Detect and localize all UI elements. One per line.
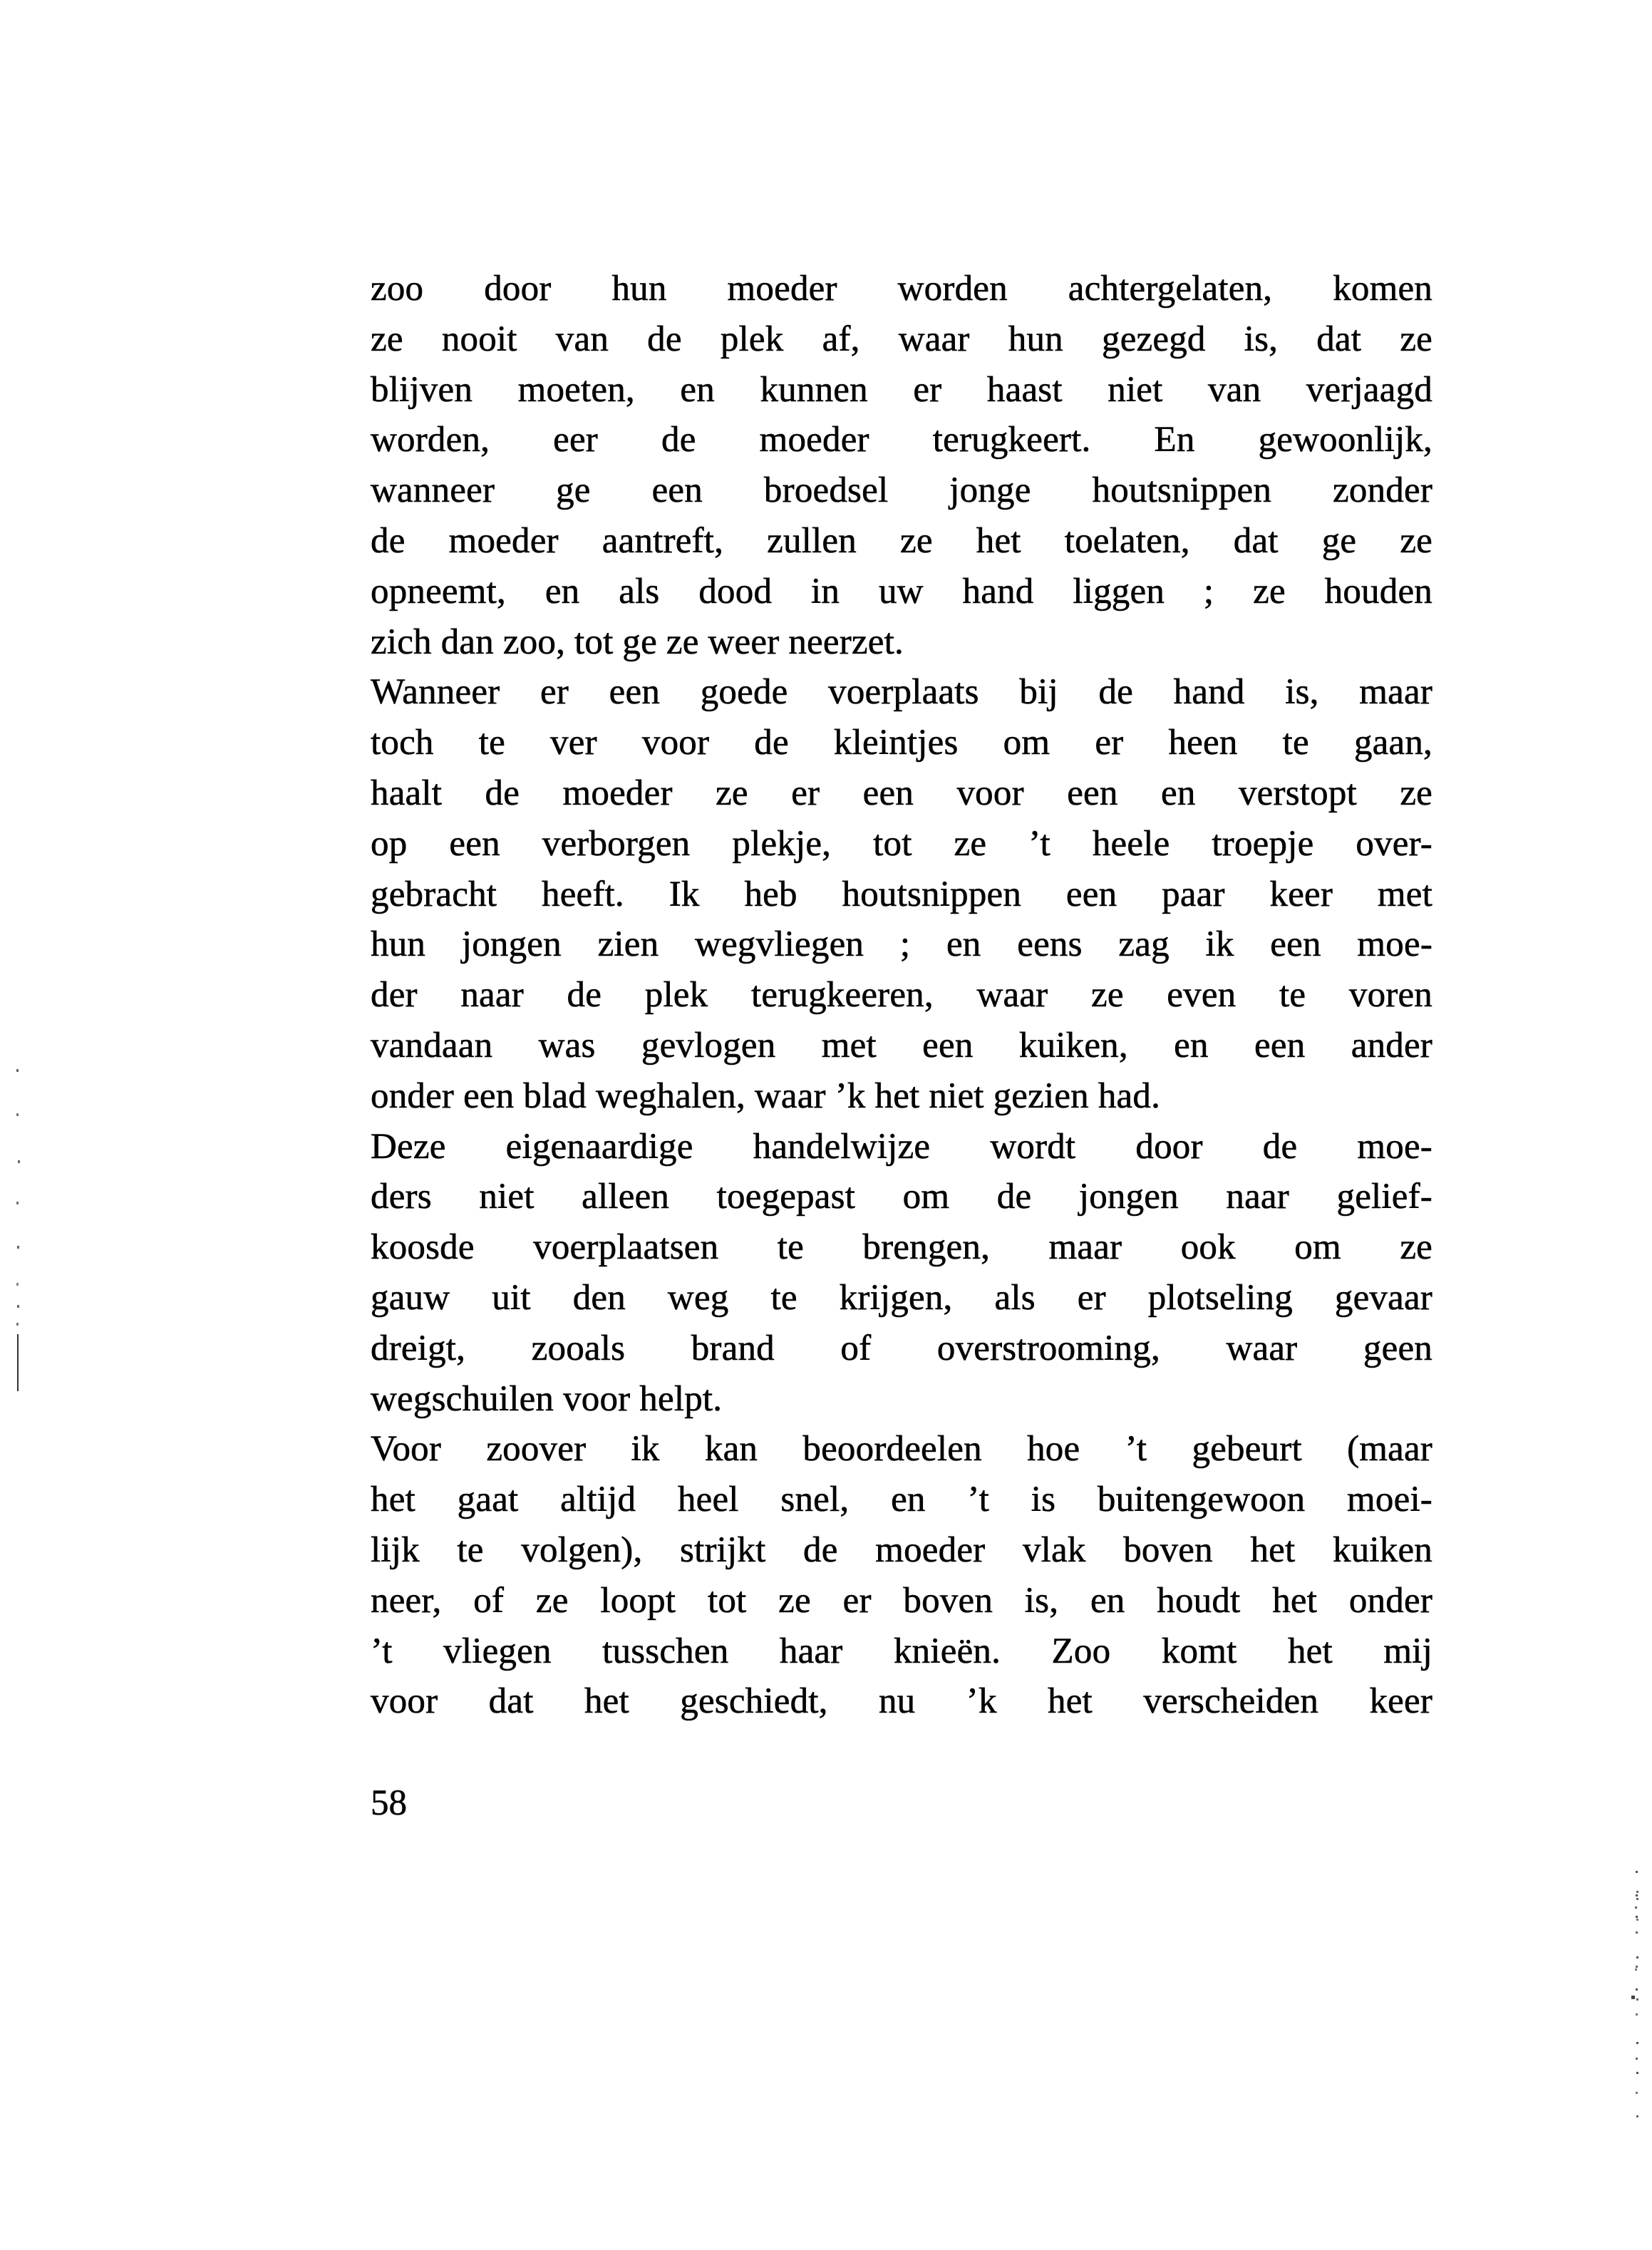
text-line: onder een blad weghalen, waar ’k het niet gezien had. xyxy=(371,1075,1161,1116)
text-line: opneemt, en als dood in uw hand liggen ; ze houden xyxy=(371,571,1432,611)
text-line: neer, of ze loopt tot ze er boven is, en houdt het onder xyxy=(371,1580,1432,1621)
paragraph xyxy=(371,1424,1432,1727)
scan-speckles-right xyxy=(1636,1871,1638,1873)
text-line: hun jongen zien wegvliegen ; en eens zag ik een moe- xyxy=(371,924,1432,965)
text-line: zich dan zoo, tot ge ze weer neerzet. xyxy=(371,621,904,662)
text-line: vandaan was gevlogen met een kuiken, en een ander xyxy=(371,1025,1432,1065)
text-line: gauw uit den weg te krijgen, als er plotseling gevaar xyxy=(371,1277,1432,1318)
text-line: Voor zoover ik kan beoordeelen hoe ’t gebeurt (maar xyxy=(371,1429,1432,1470)
page-number: 58 xyxy=(371,1783,407,1823)
text-line: ders niet alleen toegepast om de jongen naar gelief- xyxy=(371,1177,1432,1217)
text-line: toch te ver voor de kleintjes om er heen te gaan, xyxy=(371,723,1432,763)
text-line: haalt de moeder ze er een voor een en verstopt ze xyxy=(371,773,1432,813)
text-line: dreigt, zooals brand of overstrooming, waar geen xyxy=(371,1328,1432,1368)
text-line: worden, eer de moeder terugkeert. En gewoonlijk, xyxy=(371,420,1432,460)
text-line: Deze eigenaardige handelwijze wordt door de moe- xyxy=(371,1126,1432,1167)
paragraph xyxy=(371,264,1432,667)
text-line: ze nooit van de plek af, waar hun gezegd is, dat ze xyxy=(371,319,1432,359)
body-text xyxy=(371,264,1432,1727)
paragraph xyxy=(371,1122,1432,1425)
text-line: blijven moeten, en kunnen er haast niet van verjaagd xyxy=(371,369,1432,410)
text-line: voor dat het geschiedt, nu ’k het verscheiden keer xyxy=(371,1681,1432,1722)
text-line: der naar de plek terugkeeren, waar ze even te voren xyxy=(371,975,1432,1016)
text-line: gebracht heeft. Ik heb houtsnippen een paar keer met xyxy=(371,874,1432,914)
text-line: zoo door hun moeder worden achtergelaten, komen xyxy=(371,269,1432,309)
text-line: wanneer ge een broedsel jonge houtsnippen zonder xyxy=(371,470,1432,511)
text-line: lijk te volgen), strijkt de moeder vlak boven het kuiken xyxy=(371,1529,1432,1570)
scan-speckles-left xyxy=(16,1069,19,1072)
text-line: het gaat altijd heel snel, en ’t is buitengewoon moei- xyxy=(371,1480,1432,1520)
text-line: wegschuilen voor helpt. xyxy=(371,1378,723,1419)
scan-dash-left xyxy=(17,1334,19,1391)
text-line: koosde voerplaatsen te brengen, maar ook om ze xyxy=(371,1227,1432,1268)
text-line: op een verborgen plekje, tot ze ’t heele troepje over- xyxy=(371,823,1432,864)
text-line: ’t vliegen tusschen haar knieën. Zoo komt het mij xyxy=(371,1631,1432,1671)
text-line: de moeder aantreft, zullen ze het toelaten, dat ge ze xyxy=(371,520,1432,561)
paragraph xyxy=(371,667,1432,1121)
text-line: Wanneer er een goede voerplaats bij de hand is, maar xyxy=(371,672,1432,713)
